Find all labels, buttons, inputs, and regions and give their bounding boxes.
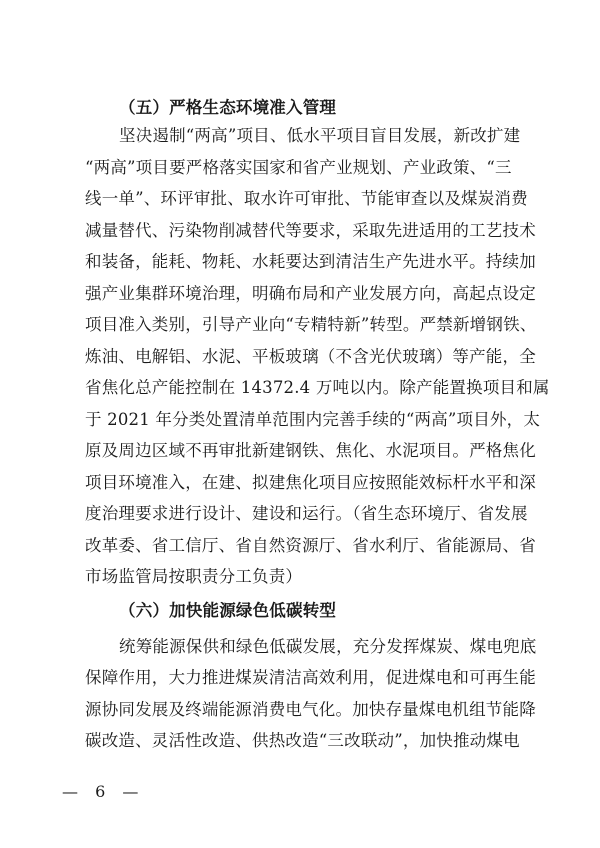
paragraph-line: 项目准入类别，引导产业向“专精特新”转型。严禁新增钢铁、	[85, 315, 537, 334]
paragraph-line: 碳改造、灵活性改造、供热改造“三改联动”，加快推动煤电	[85, 731, 520, 750]
paragraph-line: 改革委、省工信厅、省自然资源厅、省水利厅、省能源局、省	[85, 535, 536, 555]
paragraph-line: 于 2021 年分类处置清单范围内完善手续的“两高”项目外，太	[85, 409, 541, 429]
paragraph-line: 炼油、电解铝、水泥、平板玻璃（不含光伏玻璃）等产能，全	[85, 346, 536, 366]
paragraph-line: 和装备，能耗、物耗、水耗要达到清洁生产先进水平。持续加	[85, 252, 536, 271]
paragraph-line: 减量替代、污染物削减替代等要求，采取先进适用的工艺技术	[85, 220, 536, 240]
paragraph-line: 省焦化总产能控制在 14372.4 万吨以内。除产能置换项目和属	[85, 378, 550, 397]
paragraph-line: 强产业集群环境治理，明确布局和产业发展方向，高起点设定	[85, 283, 536, 303]
paragraph-line: 保障作用，大力推进煤炭清洁高效利用，促进煤电和可再生能	[85, 668, 536, 687]
section-5-heading: （五）严格生态环境准入管理	[119, 98, 337, 117]
paragraph-line: 统筹能源保供和绿色低碳发展，充分发挥煤炭、煤电兜底	[119, 636, 537, 656]
section-6-heading: （六）加快能源绿色低碳转型	[119, 600, 337, 620]
paragraph-line: “两高”项目要严格落实国家和省产业规划、产业政策、“三	[85, 157, 512, 177]
paragraph-line: 线一单”、环评审批、取水许可审批、节能审查以及煤炭消费	[85, 189, 528, 208]
paragraph-line: 原及周边区域不再审批新建钢铁、焦化、水泥项目。严格焦化	[85, 441, 536, 460]
page-number: — 6 —	[62, 782, 145, 801]
paragraph-line: 度治理要求进行设计、建设和运行。（省生态环境厅、省发展	[85, 504, 528, 523]
paragraph-line: 源协同发展及终端能源消费电气化。加快存量煤电机组节能降	[85, 699, 536, 719]
paragraph-line: 项目环境准入，在建、拟建焦化项目应按照能效标杆水平和深	[85, 472, 536, 492]
paragraph-line: 坚决遏制“两高”项目、低水平项目盲目发展，新改扩建	[119, 126, 521, 145]
paragraph-line: 市场监管局按职责分工负责）	[85, 567, 303, 586]
